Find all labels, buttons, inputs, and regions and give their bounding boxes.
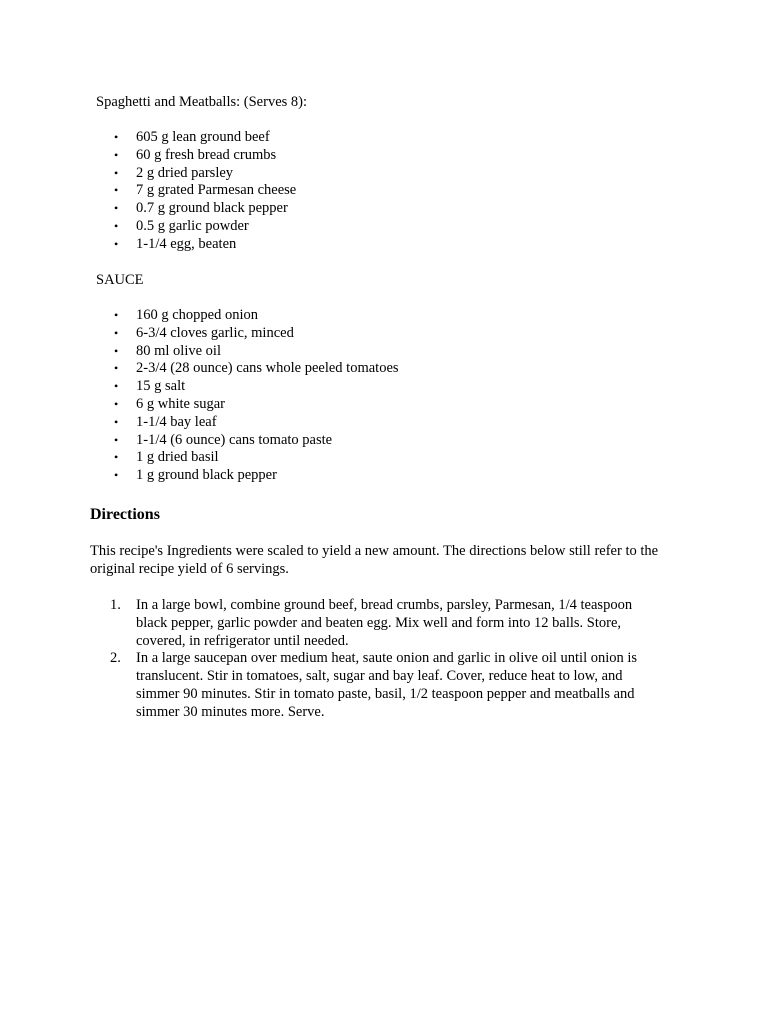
bullet-icon: • (114, 218, 119, 233)
meatball-ingredient-list (114, 129, 297, 254)
ingredient-text: 6 g white sugar (136, 395, 225, 412)
directions-steps-list (110, 597, 656, 722)
list-item (114, 235, 296, 254)
bullet-icon: • (114, 450, 119, 465)
step-text: In a large bowl, combine ground beef, bread crumbs, parsley, Parmesan, 1/4 teaspoon black pepper, garlic powder and beaten egg. Mix well and form into 12 balls. Store, covered, in refrigerator until needed. (136, 597, 633, 649)
ingredient-text: 1-1/4 (6 ounce) cans tomato paste (136, 431, 333, 448)
list-item (114, 324, 399, 343)
list-item (114, 307, 399, 325)
bullet-icon: • (114, 236, 119, 251)
list-item (114, 467, 399, 485)
list-item (114, 449, 399, 467)
ingredient-text: 1 g dried basil (136, 449, 219, 466)
list-item (114, 129, 296, 147)
ingredient-text: 2 g dried parsley (136, 164, 234, 181)
recipe-title: Spaghetti and Meatballs: (Serves 8): (96, 94, 308, 110)
bullet-icon: • (114, 361, 119, 376)
list-item (114, 342, 399, 361)
bullet-icon: • (114, 379, 119, 394)
bullet-icon: • (114, 308, 119, 322)
ingredient-text: 0.5 g garlic powder (136, 217, 249, 234)
bullet-icon: • (114, 201, 119, 216)
bullet-icon: • (114, 343, 119, 358)
list-item (114, 164, 296, 183)
ingredient-text: 60 g fresh bread crumbs (136, 146, 277, 163)
sauce-ingredient-list (114, 307, 399, 485)
ingredient-text: 1-1/4 egg, beaten (136, 235, 237, 252)
step-item (110, 650, 656, 721)
bullet-icon: • (114, 414, 119, 429)
list-item (114, 360, 399, 378)
ingredient-text: 160 g chopped onion (136, 307, 259, 323)
bullet-icon: • (114, 130, 119, 144)
list-item (114, 413, 399, 432)
list-item (114, 217, 296, 236)
step-text: In a large saucepan over medium heat, saute onion and garlic in olive oil until onion is translucent. Stir in tomatoes, salt, sugar and bay leaf. Cover, reduce heat to low, and simmer 90 minutes. Stir in tomato paste, basil, 1/2 teaspoon pepper and meatballs and simmer 30 minutes more. Serve. (136, 650, 638, 720)
list-item (114, 146, 296, 165)
bullet-icon: • (114, 396, 119, 411)
ingredient-text: 0.7 g ground black pepper (136, 200, 288, 217)
list-item (114, 182, 297, 200)
ingredient-text: 6-3/4 cloves garlic, minced (136, 324, 294, 341)
ingredient-text: 2-3/4 (28 ounce) cans whole peeled tomatoes (136, 360, 399, 377)
ingredient-text: 80 ml olive oil (136, 342, 221, 359)
bullet-icon: • (114, 325, 119, 340)
bullet-icon: • (114, 147, 119, 162)
step-number: 1. (110, 597, 121, 613)
list-item (114, 431, 399, 450)
ingredient-text: 605 g lean ground beef (136, 129, 270, 145)
list-item (114, 378, 399, 396)
list-item (114, 395, 399, 414)
bullet-icon: • (114, 432, 119, 447)
ingredient-text: 1-1/4 bay leaf (136, 413, 217, 430)
list-item (114, 200, 296, 218)
directions-note: This recipe's Ingredients were scaled to yield a new amount. The directions below still refer to the original recipe yield of 6 servings. (90, 543, 659, 577)
bullet-icon: • (114, 165, 119, 180)
ingredient-text: 1 g ground black pepper (136, 467, 277, 484)
step-number: 2. (110, 650, 121, 667)
ingredient-text: 7 g grated Parmesan cheese (136, 182, 297, 199)
ingredient-text: 15 g salt (136, 378, 186, 395)
directions-heading: Directions (90, 506, 160, 523)
step-item (110, 597, 656, 650)
sauce-heading: SAUCE (96, 272, 144, 288)
bullet-icon: • (114, 183, 119, 198)
bullet-icon: • (114, 468, 119, 483)
